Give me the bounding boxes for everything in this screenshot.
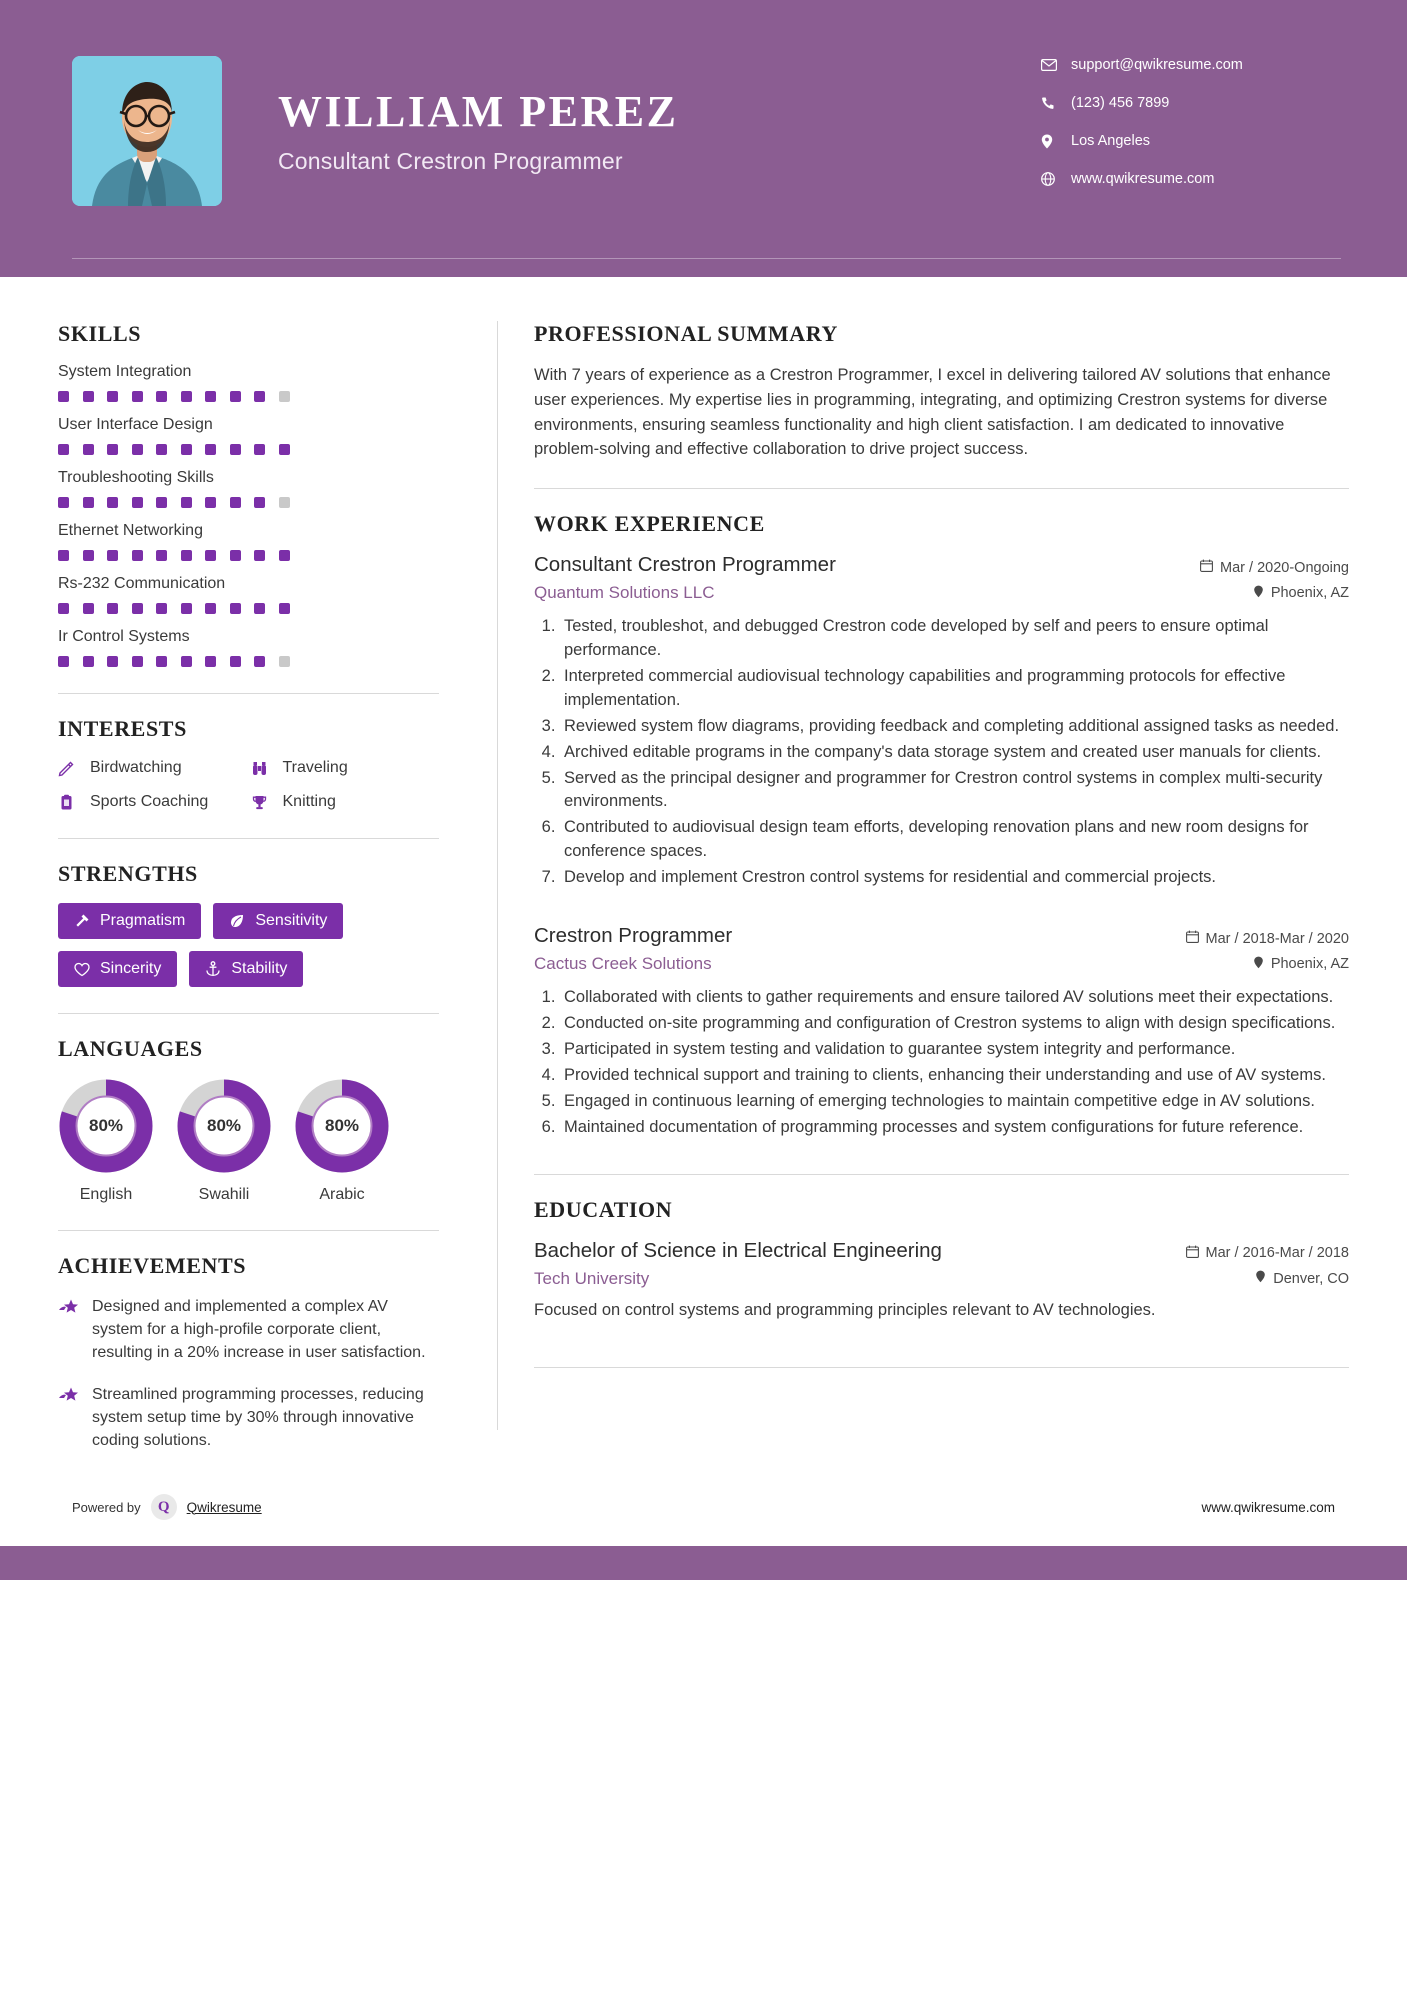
job-role: Crestron Programmer bbox=[534, 924, 733, 948]
contact-phone[interactable] bbox=[1041, 94, 1341, 112]
job-bullet: 2. Conducted on-site programming and configuration of Crestron systems to align with design specifications. bbox=[560, 1012, 1349, 1036]
job-bullet: 5. Served as the principal designer and programmer for Crestron control systems in complex multi-security environments. bbox=[560, 767, 1349, 815]
location-icon bbox=[1041, 132, 1063, 150]
rating-dot bbox=[181, 656, 192, 667]
section-title-achievements: ACHIEVEMENTS bbox=[58, 1253, 247, 1278]
skill-label: Rs-232 Communication bbox=[58, 575, 226, 592]
education-description: Focused on control systems and programming principles relevant to AV technologies. bbox=[534, 1300, 1156, 1319]
location-pin-icon bbox=[1255, 1270, 1266, 1287]
divider bbox=[58, 1013, 439, 1014]
interest-item bbox=[251, 792, 440, 812]
sidebar bbox=[0, 277, 497, 1470]
heart-icon bbox=[74, 962, 90, 977]
rating-dot bbox=[230, 444, 241, 455]
work-entry bbox=[534, 553, 1349, 890]
main-content bbox=[498, 277, 1407, 1470]
job-bullet: 4. Archived editable programs in the company's data storage system and created user manuals for clients. bbox=[560, 741, 1349, 765]
calendar-icon bbox=[1186, 930, 1199, 947]
education-location: Denver, CO bbox=[1273, 1270, 1349, 1287]
education-dates: Mar / 2016-Mar / 2018 bbox=[1205, 1245, 1349, 1262]
rating-dot bbox=[107, 444, 118, 455]
binoculars-icon bbox=[251, 758, 273, 778]
school-name: Tech University bbox=[534, 1268, 650, 1288]
rating-dot bbox=[58, 497, 69, 508]
rating-dot bbox=[181, 444, 192, 455]
interest-item bbox=[58, 758, 247, 778]
language-progress-ring bbox=[294, 1078, 390, 1174]
rating-dot bbox=[83, 656, 94, 667]
rating-dot bbox=[230, 550, 241, 561]
job-bullet: 1. Collaborated with clients to gather requirements and ensure tailored AV solutions meet their expectations. bbox=[560, 986, 1349, 1010]
language-progress-ring bbox=[58, 1078, 154, 1174]
hammer-icon bbox=[74, 913, 90, 929]
skill-rating bbox=[58, 550, 439, 561]
section-title-interests: INTERESTS bbox=[58, 716, 187, 741]
rating-dot bbox=[156, 391, 167, 402]
rating-dot bbox=[83, 444, 94, 455]
rating-dot bbox=[58, 603, 69, 614]
rating-dot bbox=[156, 497, 167, 508]
divider bbox=[58, 838, 439, 839]
star-badge-icon bbox=[58, 1383, 84, 1453]
rating-dot bbox=[230, 391, 241, 402]
divider bbox=[58, 1230, 439, 1231]
rating-dot bbox=[58, 656, 69, 667]
rating-dot bbox=[254, 497, 265, 508]
globe-icon bbox=[1041, 170, 1063, 188]
rating-dot bbox=[181, 550, 192, 561]
strength-chip bbox=[58, 951, 177, 987]
language-progress-ring bbox=[176, 1078, 272, 1174]
language-label: Swahili bbox=[198, 1186, 250, 1203]
education-location-wrap bbox=[1255, 1270, 1349, 1287]
language-percent: 80% bbox=[206, 1116, 242, 1135]
job-bullet: 1. Tested, troubleshot, and debugged Crestron code developed by self and peers to ensure optimal performance. bbox=[560, 615, 1349, 663]
interest-item bbox=[58, 792, 247, 812]
section-title-work-experience: WORK EXPERIENCE bbox=[534, 511, 765, 536]
achievement-item bbox=[58, 1295, 439, 1365]
rating-dot bbox=[107, 603, 118, 614]
job-location-wrap bbox=[1253, 956, 1349, 973]
rating-dot bbox=[83, 497, 94, 508]
rating-dot bbox=[132, 497, 143, 508]
skill-rating bbox=[58, 391, 439, 402]
job-bullets bbox=[534, 615, 1349, 890]
rating-dot bbox=[132, 444, 143, 455]
achievement-item bbox=[58, 1383, 439, 1453]
contact-email[interactable] bbox=[1041, 56, 1341, 74]
rating-dot bbox=[132, 391, 143, 402]
contact-email-text: support@qwikresume.com bbox=[1071, 57, 1243, 73]
skill-item bbox=[58, 416, 439, 455]
skill-item bbox=[58, 469, 439, 508]
rating-dot bbox=[83, 550, 94, 561]
footer-website[interactable]: www.qwikresume.com bbox=[1201, 1499, 1335, 1515]
rating-dot bbox=[58, 391, 69, 402]
achievement-text: Designed and implemented a complex AV system for a high-profile corporate client, resulting in a 20% increase in user satisfaction. bbox=[92, 1298, 426, 1362]
rating-dot bbox=[132, 603, 143, 614]
summary-text: With 7 years of experience as a Crestron Programmer, I excel in delivering tailored AV solutions that enhance user experiences. My expertise lies in programming, integrating, and optimizing Crestron systems for diverse environments, ensuring seamless functionality and high client satisfaction. I am dedicated to innovative problem-solving and effective collaboration to drive project success. bbox=[534, 366, 1331, 459]
calendar-icon bbox=[1186, 1245, 1199, 1262]
strength-label: Pragmatism bbox=[100, 912, 186, 929]
rating-dot bbox=[205, 603, 216, 614]
job-bullet: 6. Maintained documentation of programming processes and system configurations for future reference. bbox=[560, 1116, 1349, 1140]
strength-label: Sensitivity bbox=[255, 912, 328, 929]
rating-dot bbox=[107, 497, 118, 508]
bottom-accent-band bbox=[0, 1546, 1407, 1580]
languages-list bbox=[58, 1078, 439, 1204]
rating-dot bbox=[83, 603, 94, 614]
language-label: English bbox=[79, 1186, 133, 1203]
interests-list bbox=[58, 758, 439, 812]
rating-dot bbox=[279, 444, 290, 455]
skill-label: Ir Control Systems bbox=[58, 628, 190, 645]
skill-label: System Integration bbox=[58, 363, 192, 380]
interest-label: Traveling bbox=[282, 759, 348, 776]
job-dates: Mar / 2018-Mar / 2020 bbox=[1205, 930, 1349, 947]
trophy-icon bbox=[251, 792, 273, 812]
rating-dot bbox=[107, 391, 118, 402]
qwikresume-logo-icon: Q bbox=[151, 1494, 177, 1520]
rating-dot bbox=[156, 444, 167, 455]
divider bbox=[534, 488, 1349, 489]
rating-dot bbox=[107, 656, 118, 667]
rating-dot bbox=[205, 497, 216, 508]
skill-rating bbox=[58, 497, 439, 508]
rating-dot bbox=[230, 656, 241, 667]
skill-label: User Interface Design bbox=[58, 416, 213, 433]
rating-dot bbox=[254, 550, 265, 561]
rating-dot bbox=[279, 391, 290, 402]
rating-dot bbox=[156, 603, 167, 614]
rating-dot bbox=[132, 656, 143, 667]
work-entry bbox=[534, 924, 1349, 1140]
rating-dot bbox=[254, 656, 265, 667]
rating-dot bbox=[254, 444, 265, 455]
rating-dot bbox=[181, 603, 192, 614]
contact-website-text: www.qwikresume.com bbox=[1071, 171, 1215, 187]
anchor-icon bbox=[205, 961, 221, 977]
rating-dot bbox=[254, 391, 265, 402]
contact-location[interactable] bbox=[1041, 132, 1341, 150]
strength-chip bbox=[213, 903, 343, 939]
language-item bbox=[58, 1078, 154, 1204]
rating-dot bbox=[230, 497, 241, 508]
rating-dot bbox=[181, 391, 192, 402]
job-dates: Mar / 2020-Ongoing bbox=[1220, 559, 1349, 576]
strength-chip bbox=[189, 951, 303, 987]
clipboard-icon bbox=[58, 792, 80, 812]
interest-label: Sports Coaching bbox=[90, 793, 209, 810]
interest-label: Birdwatching bbox=[90, 759, 182, 776]
job-bullet: 5. Engaged in continuous learning of emerging technologies to maintain competitive edge in AV solutions. bbox=[560, 1090, 1349, 1114]
divider bbox=[534, 1174, 1349, 1175]
location-pin-icon bbox=[1253, 956, 1264, 973]
divider bbox=[58, 693, 439, 694]
rating-dot bbox=[205, 444, 216, 455]
section-title-skills: SKILLS bbox=[58, 321, 142, 346]
email-icon bbox=[1041, 56, 1063, 74]
star-badge-icon bbox=[58, 1295, 84, 1365]
rating-dot bbox=[156, 656, 167, 667]
bird-icon bbox=[58, 758, 80, 778]
skills-list bbox=[58, 363, 439, 667]
contact-location-text: Los Angeles bbox=[1071, 133, 1151, 149]
header-job-title: Consultant Crestron Programmer bbox=[278, 148, 623, 175]
skill-item bbox=[58, 628, 439, 667]
page-footer bbox=[0, 1480, 1407, 1546]
language-item bbox=[176, 1078, 272, 1204]
skill-rating bbox=[58, 603, 439, 614]
job-location: Phoenix, AZ bbox=[1270, 956, 1349, 973]
resume-body bbox=[0, 277, 1407, 1470]
degree-title: Bachelor of Science in Electrical Engineering bbox=[534, 1238, 942, 1262]
rating-dot bbox=[205, 391, 216, 402]
education-entry bbox=[534, 1239, 1349, 1323]
job-bullet: 3. Participated in system testing and validation to guarantee system integrity and performance. bbox=[560, 1038, 1349, 1062]
language-item bbox=[294, 1078, 390, 1204]
rating-dot bbox=[132, 550, 143, 561]
strengths-list bbox=[58, 903, 439, 987]
interest-item bbox=[251, 758, 440, 778]
rating-dot bbox=[107, 550, 118, 561]
job-dates-wrap bbox=[1186, 924, 1349, 947]
job-location-wrap bbox=[1253, 585, 1349, 602]
achievements-list bbox=[58, 1295, 439, 1452]
skill-item bbox=[58, 363, 439, 402]
skill-rating bbox=[58, 656, 439, 667]
rating-dot bbox=[83, 391, 94, 402]
job-bullet: 3. Reviewed system flow diagrams, providing feedback and completing additional assigned tasks as needed. bbox=[560, 715, 1349, 739]
job-bullet: 2. Interpreted commercial audiovisual technology capabilities and programming protocols for effective implementation. bbox=[560, 665, 1349, 713]
section-title-strengths: STRENGTHS bbox=[58, 861, 198, 886]
rating-dot bbox=[279, 497, 290, 508]
education-dates-wrap bbox=[1186, 1239, 1349, 1262]
divider bbox=[534, 1367, 1349, 1368]
language-percent: 80% bbox=[324, 1116, 360, 1135]
rating-dot bbox=[230, 603, 241, 614]
rating-dot bbox=[205, 656, 216, 667]
strength-label: Stability bbox=[231, 960, 288, 977]
job-bullet: 6. Contributed to audiovisual design team efforts, developing renovation plans and new room designs for conference spaces. bbox=[560, 816, 1349, 864]
location-pin-icon bbox=[1253, 585, 1264, 602]
rating-dot bbox=[181, 497, 192, 508]
leaf-icon bbox=[229, 913, 245, 929]
interest-label: Knitting bbox=[282, 793, 336, 810]
section-title-languages: LANGUAGES bbox=[58, 1036, 203, 1061]
achievement-text: Streamlined programming processes, reducing system setup time by 30% through innovative coding solutions. bbox=[92, 1385, 424, 1449]
page-title: WILLIAM PEREZ bbox=[278, 87, 679, 136]
name-block bbox=[278, 56, 1041, 175]
calendar-icon bbox=[1200, 559, 1213, 576]
contact-phone-text: (123) 456 7899 bbox=[1071, 95, 1170, 111]
skill-label: Ethernet Networking bbox=[58, 522, 203, 539]
avatar bbox=[72, 56, 222, 206]
job-company: Cactus Creek Solutions bbox=[534, 954, 712, 974]
section-title-summary: PROFESSIONAL SUMMARY bbox=[534, 321, 838, 346]
phone-icon bbox=[1041, 94, 1063, 112]
resume-header bbox=[0, 0, 1407, 277]
qwikresume-link[interactable]: Qwikresume bbox=[186, 1499, 262, 1515]
rating-dot bbox=[279, 656, 290, 667]
rating-dot bbox=[156, 550, 167, 561]
job-bullet: 4. Provided technical support and training to clients, enhancing their understanding and use of AV systems. bbox=[560, 1064, 1349, 1088]
contact-website[interactable] bbox=[1041, 170, 1341, 188]
language-label: Arabic bbox=[319, 1186, 365, 1203]
skill-item bbox=[58, 575, 439, 614]
job-bullets bbox=[534, 986, 1349, 1140]
skill-rating bbox=[58, 444, 439, 455]
job-role: Consultant Crestron Programmer bbox=[534, 553, 836, 576]
rating-dot bbox=[205, 550, 216, 561]
rating-dot bbox=[58, 444, 69, 455]
skill-item bbox=[58, 522, 439, 561]
job-dates-wrap bbox=[1200, 553, 1349, 576]
rating-dot bbox=[279, 550, 290, 561]
powered-by-label: Powered by bbox=[72, 1499, 141, 1515]
language-percent: 80% bbox=[88, 1116, 124, 1135]
section-title-education: EDUCATION bbox=[534, 1196, 673, 1222]
skill-label: Troubleshooting Skills bbox=[58, 469, 214, 486]
strength-label: Sincerity bbox=[100, 960, 162, 977]
rating-dot bbox=[279, 603, 290, 614]
rating-dot bbox=[254, 603, 265, 614]
strength-chip bbox=[58, 903, 201, 939]
powered-by-block bbox=[72, 1494, 262, 1520]
contact-list bbox=[1041, 56, 1341, 208]
job-bullet: 7. Develop and implement Crestron control systems for residential and commercial projects. bbox=[560, 866, 1349, 890]
job-company: Quantum Solutions LLC bbox=[534, 583, 715, 602]
job-location: Phoenix, AZ bbox=[1270, 585, 1349, 601]
rating-dot bbox=[58, 550, 69, 561]
